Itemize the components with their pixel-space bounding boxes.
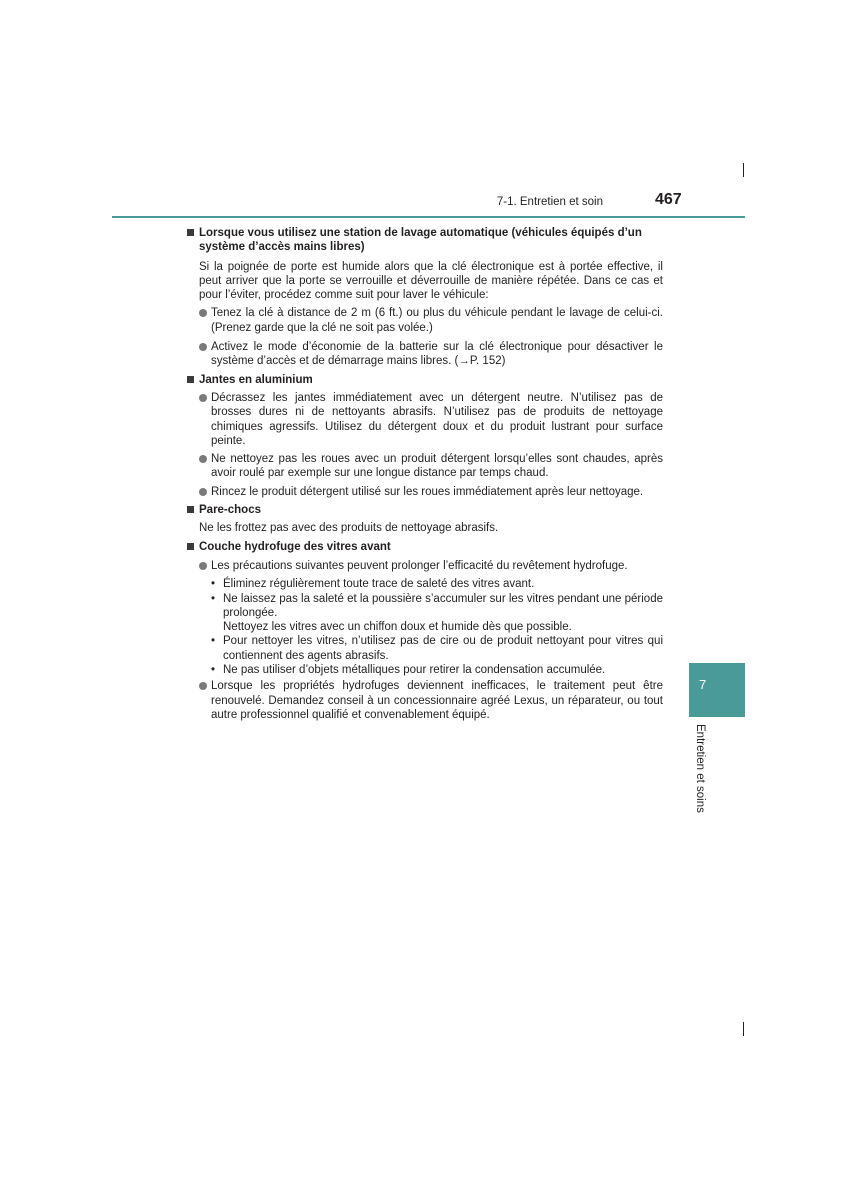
chapter-side-label: Entretien et soins: [694, 724, 706, 813]
heading-pare-chocs: Pare-chocs: [186, 503, 663, 517]
paragraph-pare-chocs: Ne les frottez pas avec des produits de nettoyage abrasifs.: [199, 522, 499, 535]
bullet-item: Tenez la clé à distance de 2 m (6 ft.) ou plus du véhicule pendant le lavage de celui-ci. (Prenez garde que la clé ne soit pas volée.): [186, 306, 663, 335]
chapter-number: 7: [699, 677, 707, 692]
heading-couche-hydrofuge: Couche hydrofuge des vitres avant: [186, 540, 663, 554]
bullet-item: Rincez le produit détergent utilisé sur les roues immédiatement après leur nettoyage.: [186, 485, 663, 499]
bullet-item: Ne nettoyez pas les roues avec un produit détergent lorsqu’elles sont chaudes, après avoir roulé par exemple sur une longue distance par temps chaud.: [186, 452, 663, 481]
paragraph-station-intro: Si la poignée de porte est humide alors que la clé électronique est à portée effective, il peut arriver que la porte se verrouille et déverrouille de manière répétée. Dans ce cas et pour l’éviter, procédez comme suit pour laver le véhicule:: [199, 260, 663, 302]
page-header: [0, 190, 848, 220]
sub-list-item: • Pour nettoyer les vitres, n’utilisez pas de cire ou de produit nettoyant pour vitres qui contiennent des agents abrasifs.: [186, 634, 663, 663]
heading-station-lavage: Lorsque vous utilisez une station de lavage automatique (véhicules équipés d’un système d’accès mains libres): [186, 226, 663, 255]
header-rule: [112, 216, 745, 218]
crop-mark-bottom: [743, 1022, 744, 1036]
sub-list-continuation: Nettoyez les vitres avec un chiffon doux et humide dès que possible.: [223, 621, 572, 634]
page-content: [186, 226, 663, 722]
heading-jantes: Jantes en aluminium: [186, 373, 663, 387]
page-number: 467: [655, 191, 682, 208]
bullet-item: Les précautions suivantes peuvent prolonger l’efficacité du revêtement hydrofuge.: [186, 559, 663, 573]
sub-list-item: • Ne laissez pas la saleté et la poussière s’accumuler sur les vitres pendant une période prolongée.: [186, 592, 663, 621]
sub-list-item: • Éliminez régulièrement toute trace de saleté des vitres avant.: [186, 577, 663, 591]
section-title: 7-1. Entretien et soin: [496, 196, 603, 208]
chapter-tab: [689, 663, 745, 717]
bullet-item: Décrassez les jantes immédiatement avec un détergent neutre. N’utilisez pas de brosses dures ni de nettoyants abrasifs. N’utilisez pas de produits de nettoyage chimiques agressifs. Utilisez du détergent doux et du produit lustrant pour surface peinte.: [186, 391, 663, 448]
bullet-item: Lorsque les propriétés hydrofuges deviennent inefficaces, le traitement peut être renouvelé. Demandez conseil à un concessionnaire agréé Lexus, un réparateur, ou tout autre professionnel qualifié et convenablement équipé.: [186, 679, 663, 722]
bullet-item: Activez le mode d’économie de la batterie sur la clé électronique pour désactiver le système d’accès et de démarrage mains libres. (→P. 152): [186, 340, 663, 369]
crop-mark-top: [743, 163, 744, 177]
sub-list-item: • Ne pas utiliser d’objets métalliques pour retirer la condensation accumulée.: [186, 663, 663, 677]
